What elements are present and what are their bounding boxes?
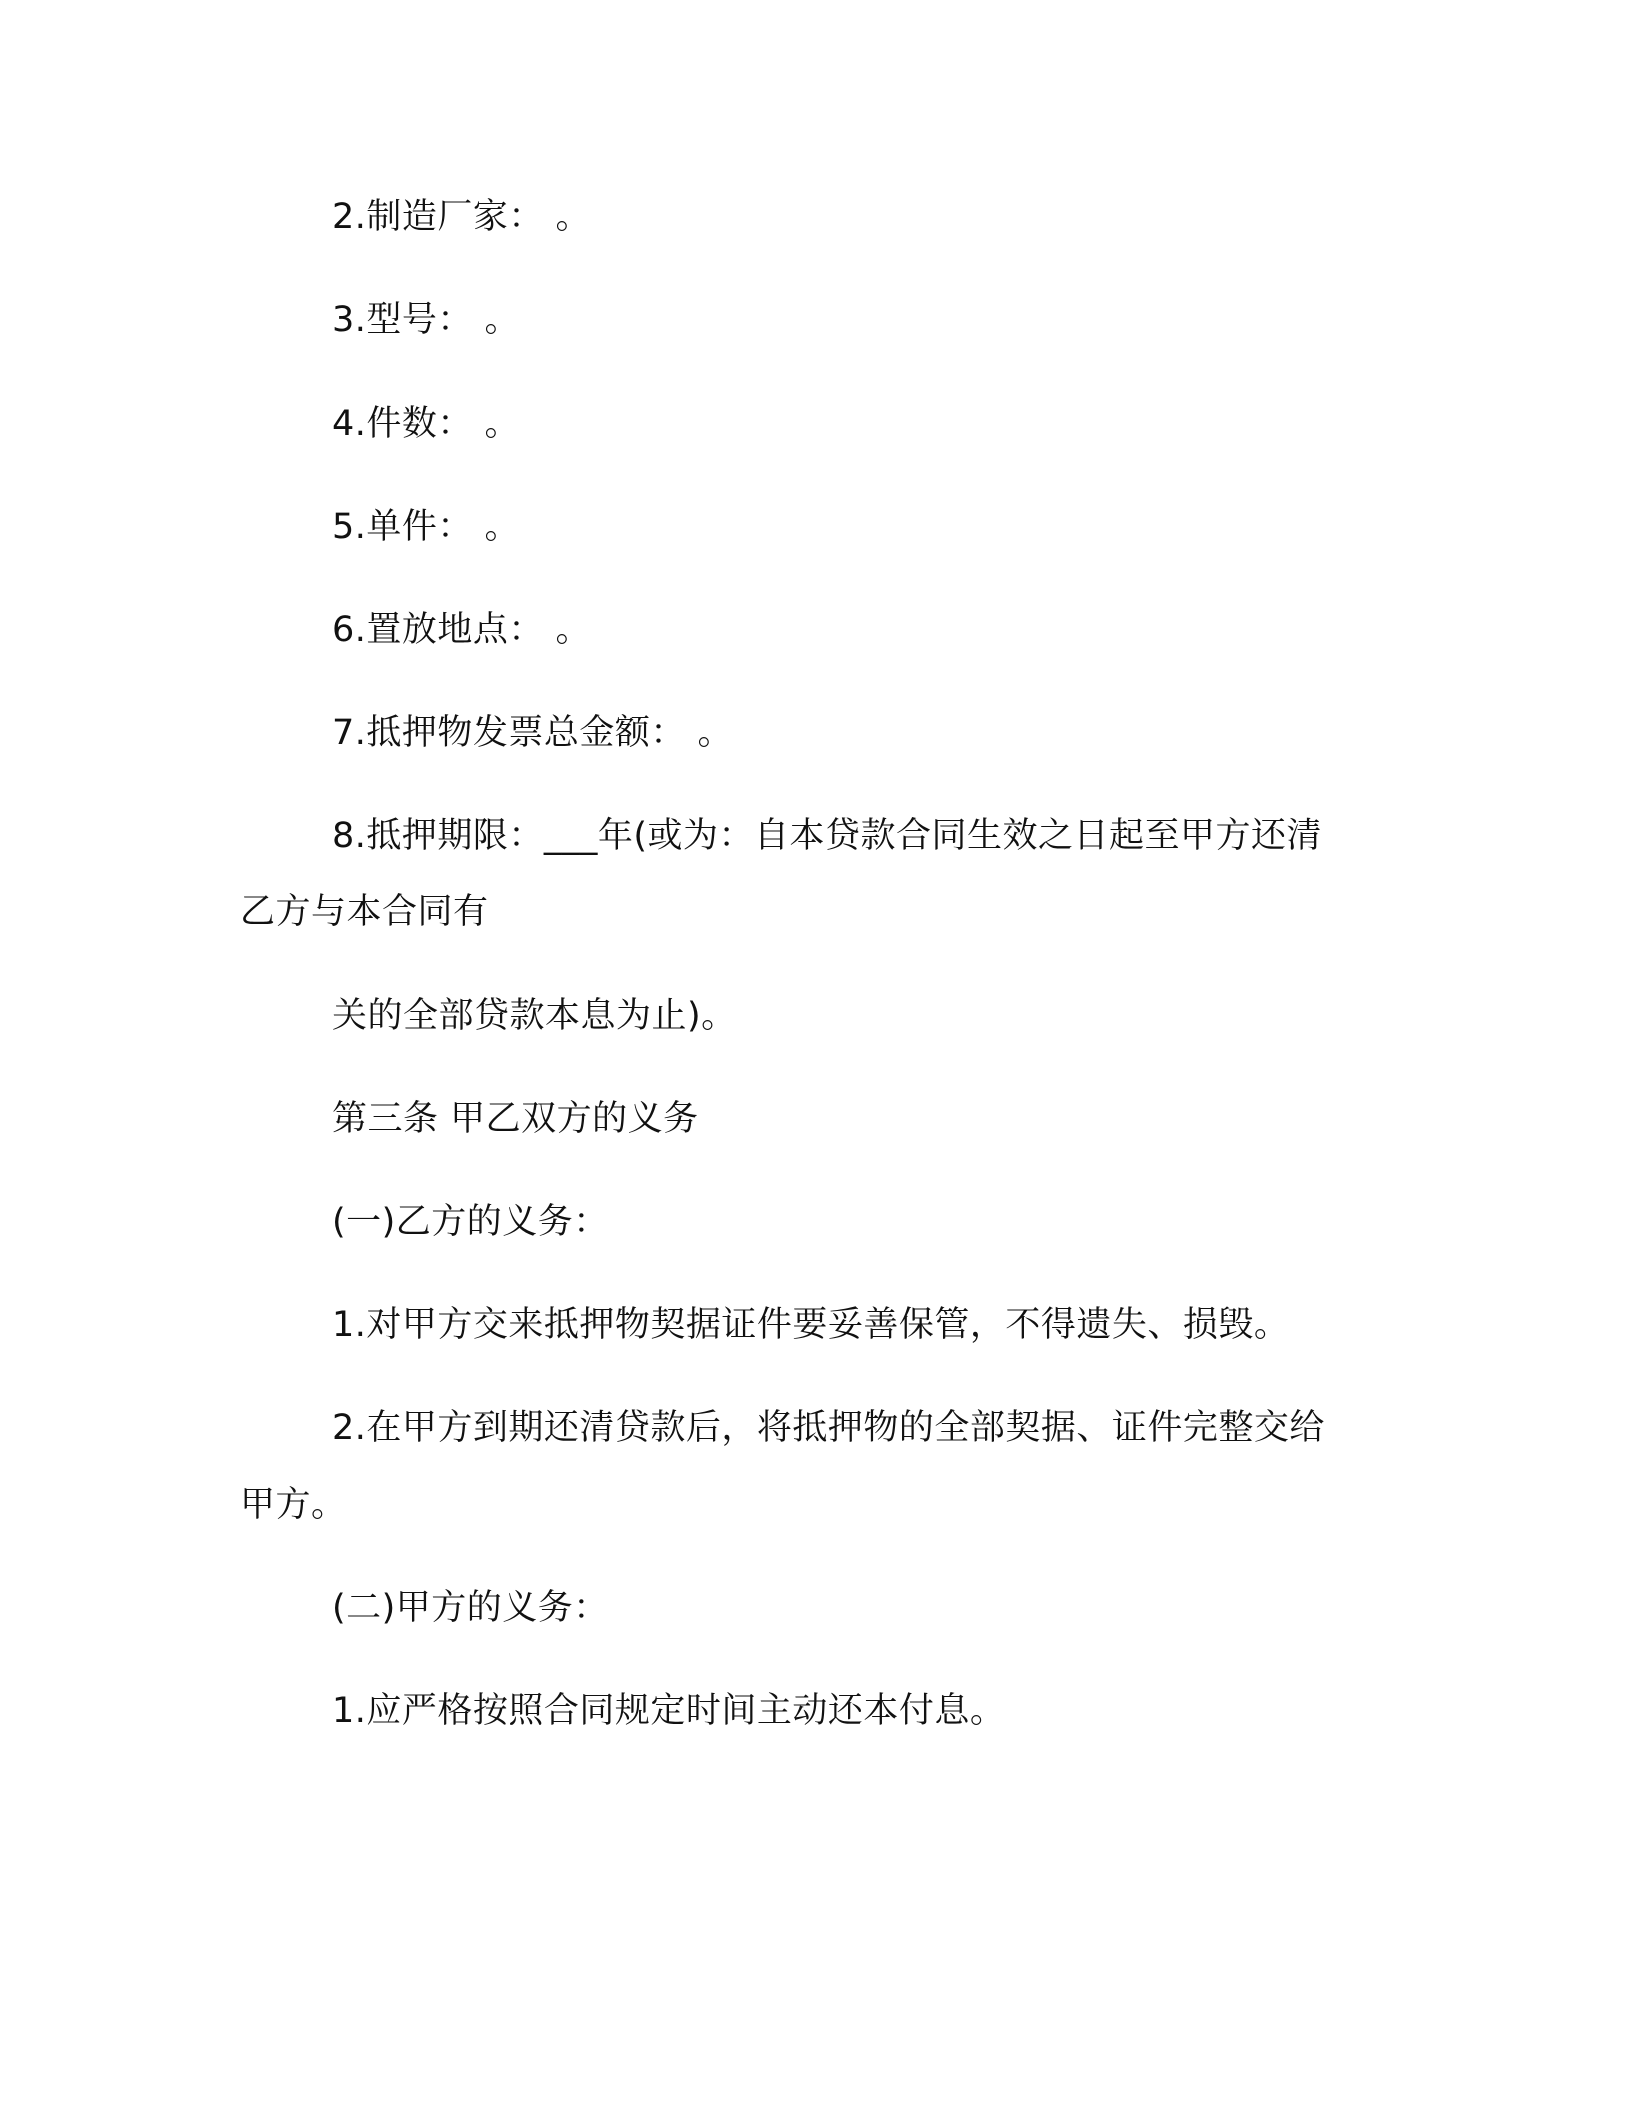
article-three-heading: 第三条 甲乙双方的义务 — [332, 1099, 699, 1139]
item-unit: 5.单件： 。 — [332, 507, 521, 547]
party-b-obligation-2-continued: 甲方。 — [240, 1485, 347, 1525]
item-location: 6.置放地点： 。 — [332, 610, 592, 650]
party-b-obligation-1: 1.对甲方交来抵押物契据证件要妥善保管，不得遗失、损毁。 — [332, 1305, 1290, 1345]
party-b-obligation-2: 2.在甲方到期还清贷款后，将抵押物的全部契据、证件完整交给 — [332, 1408, 1325, 1448]
party-a-obligation-1: 1.应严格按照合同规定时间主动还本付息。 — [332, 1691, 1006, 1731]
party-a-obligations-heading: (二)甲方的义务： — [332, 1588, 609, 1628]
party-b-obligations-heading: (一)乙方的义务： — [332, 1202, 609, 1242]
item-manufacturer: 2.制造厂家： 。 — [332, 197, 592, 237]
item-quantity: 4.件数： 。 — [332, 404, 521, 444]
item-model: 3.型号： 。 — [332, 300, 521, 340]
item-mortgage-term: 8.抵押期限：___年(或为：自本贷款合同生效之日起至甲方还清 — [332, 816, 1323, 856]
item-invoice-amount: 7.抵押物发票总金额： 。 — [332, 713, 734, 753]
item-mortgage-term-end: 关的全部贷款本息为止)。 — [332, 996, 737, 1036]
item-mortgage-term-continued: 乙方与本合同有 — [240, 892, 489, 932]
